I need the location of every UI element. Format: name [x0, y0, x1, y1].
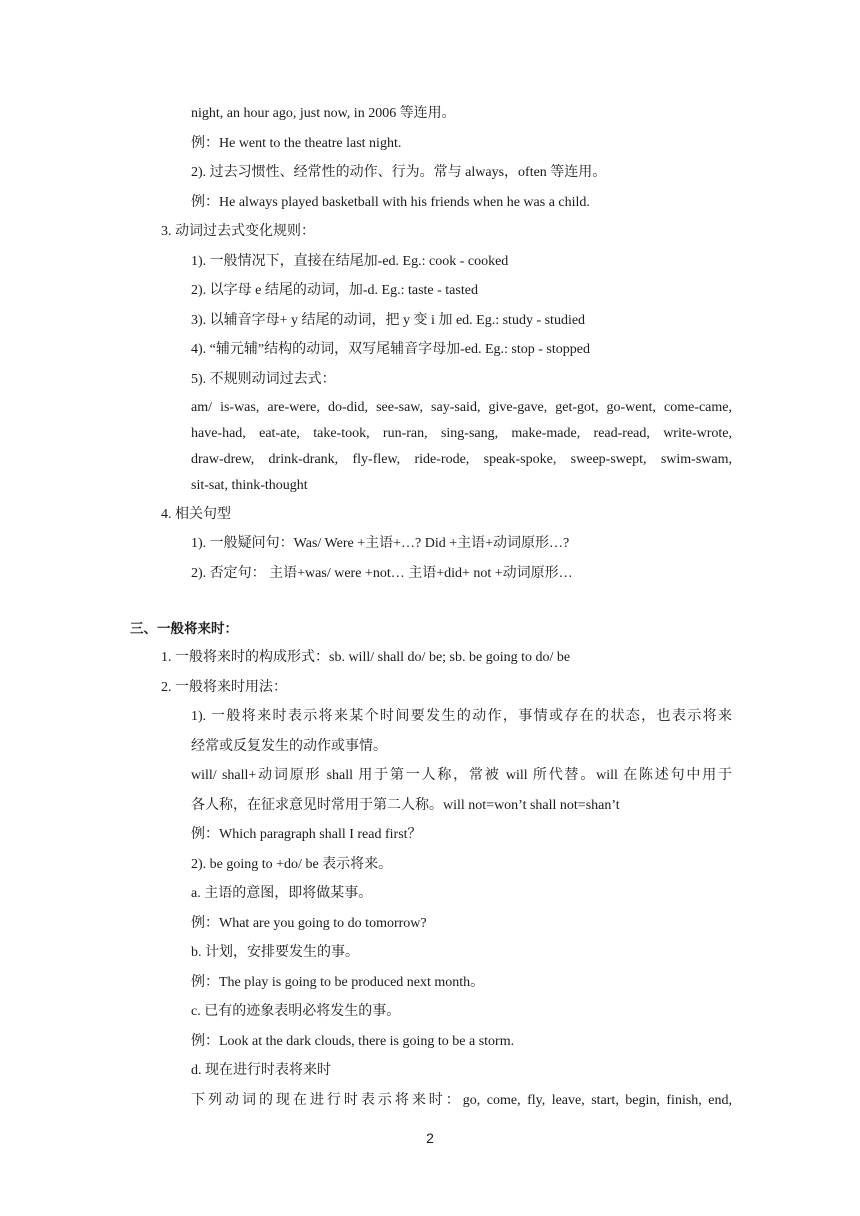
text-line: 2). be going to +do/ be 表示将来。 [191, 857, 393, 872]
section-item: 2. 一般将来时用法： [161, 680, 287, 695]
page-number: 2 [426, 1130, 434, 1146]
text-line: c. 已有的迹象表明必将发生的事。 [191, 1004, 401, 1019]
text-line: a. 主语的意图，即将做某事。 [191, 886, 373, 901]
irregular-verbs-line: draw-drew, drink-drank, fly-flew, ride-rode, speak-spoke, sweep-swept, swim-swam, [191, 452, 732, 467]
irregular-verbs-line: have-had, eat-ate, take-took, run-ran, sing-sang, make-made, read-read, write-wrote, [191, 426, 732, 441]
text-line: b. 计划，安排要发生的事。 [191, 945, 359, 960]
text-line: 下列动词的现在进行时表示将来时：go, come, fly, leave, start, begin, finish, end, [191, 1093, 732, 1108]
text-line: 经常或反复发生的动作或事情。 [191, 739, 387, 754]
example-line: 例：He always played basketball with his friends when he was a child. [191, 195, 590, 210]
irregular-verbs-line: sit-sat, think-thought [191, 478, 308, 493]
example-line: 例：Look at the dark clouds, there is going to be a storm. [191, 1034, 515, 1049]
irregular-verbs-line: am/ is-was, are-were, do-did, see-saw, say-said, give-gave, get-got, go-went, come-came, [191, 400, 732, 415]
text-line: will/ shall+动词原形 shall 用于第一人称，常被 will 所代替。will 在陈述句中用于 [191, 768, 732, 783]
text-line: 各人称，在征求意见时常用于第二人称。will not=won’t shall not=shan’t [191, 798, 620, 813]
example-line: 例：He went to the theatre last night. [191, 136, 402, 151]
rule-line: 2). 以字母 e 结尾的动词，加-d. Eg.: taste - tasted [191, 283, 478, 298]
example-line: 例：The play is going to be produced next month。 [191, 975, 485, 990]
section-item: 4. 相关句型 [161, 507, 231, 522]
example-line: 例：What are you going to do tomorrow? [191, 916, 427, 931]
text-line: night, an hour ago, just now, in 2006 等连用。 [191, 106, 456, 121]
rule-line: 1). 一般情况下，直接在结尾加-ed. Eg.: cook - cooked [191, 254, 509, 269]
section-heading: 三、一般将来时： [130, 621, 238, 637]
pattern-line: 1). 一般疑问句：Was/ Were +主语+…? Did +主语+动词原形…? [191, 536, 570, 551]
pattern-line: 2). 否定句： 主语+was/ were +not… 主语+did+ not +动词原形… [191, 566, 573, 581]
text-line: 1). 一般将来时表示将来某个时间要发生的动作，事情或存在的状态，也表示将来 [191, 709, 732, 724]
section-item: 1. 一般将来时的构成形式：sb. will/ shall do/ be; sb. be going to do/ be [161, 650, 571, 665]
text-line: d. 现在进行时表将来时 [191, 1063, 331, 1078]
text-line: 2). 过去习惯性、经常性的动作、行为。常与 always，often 等连用。 [191, 165, 607, 180]
rule-line: 3). 以辅音字母+ y 结尾的动词，把 y 变 i 加 ed. Eg.: study - studied [191, 313, 586, 328]
rule-line: 5). 不规则动词过去式： [191, 372, 336, 387]
section-item: 3. 动词过去式变化规则： [161, 224, 315, 239]
example-line: 例：Which paragraph shall I read first？ [191, 827, 422, 842]
rule-line: 4). “辅元辅”结构的动词，双写尾辅音字母加-ed. Eg.: stop - stopped [191, 342, 590, 357]
